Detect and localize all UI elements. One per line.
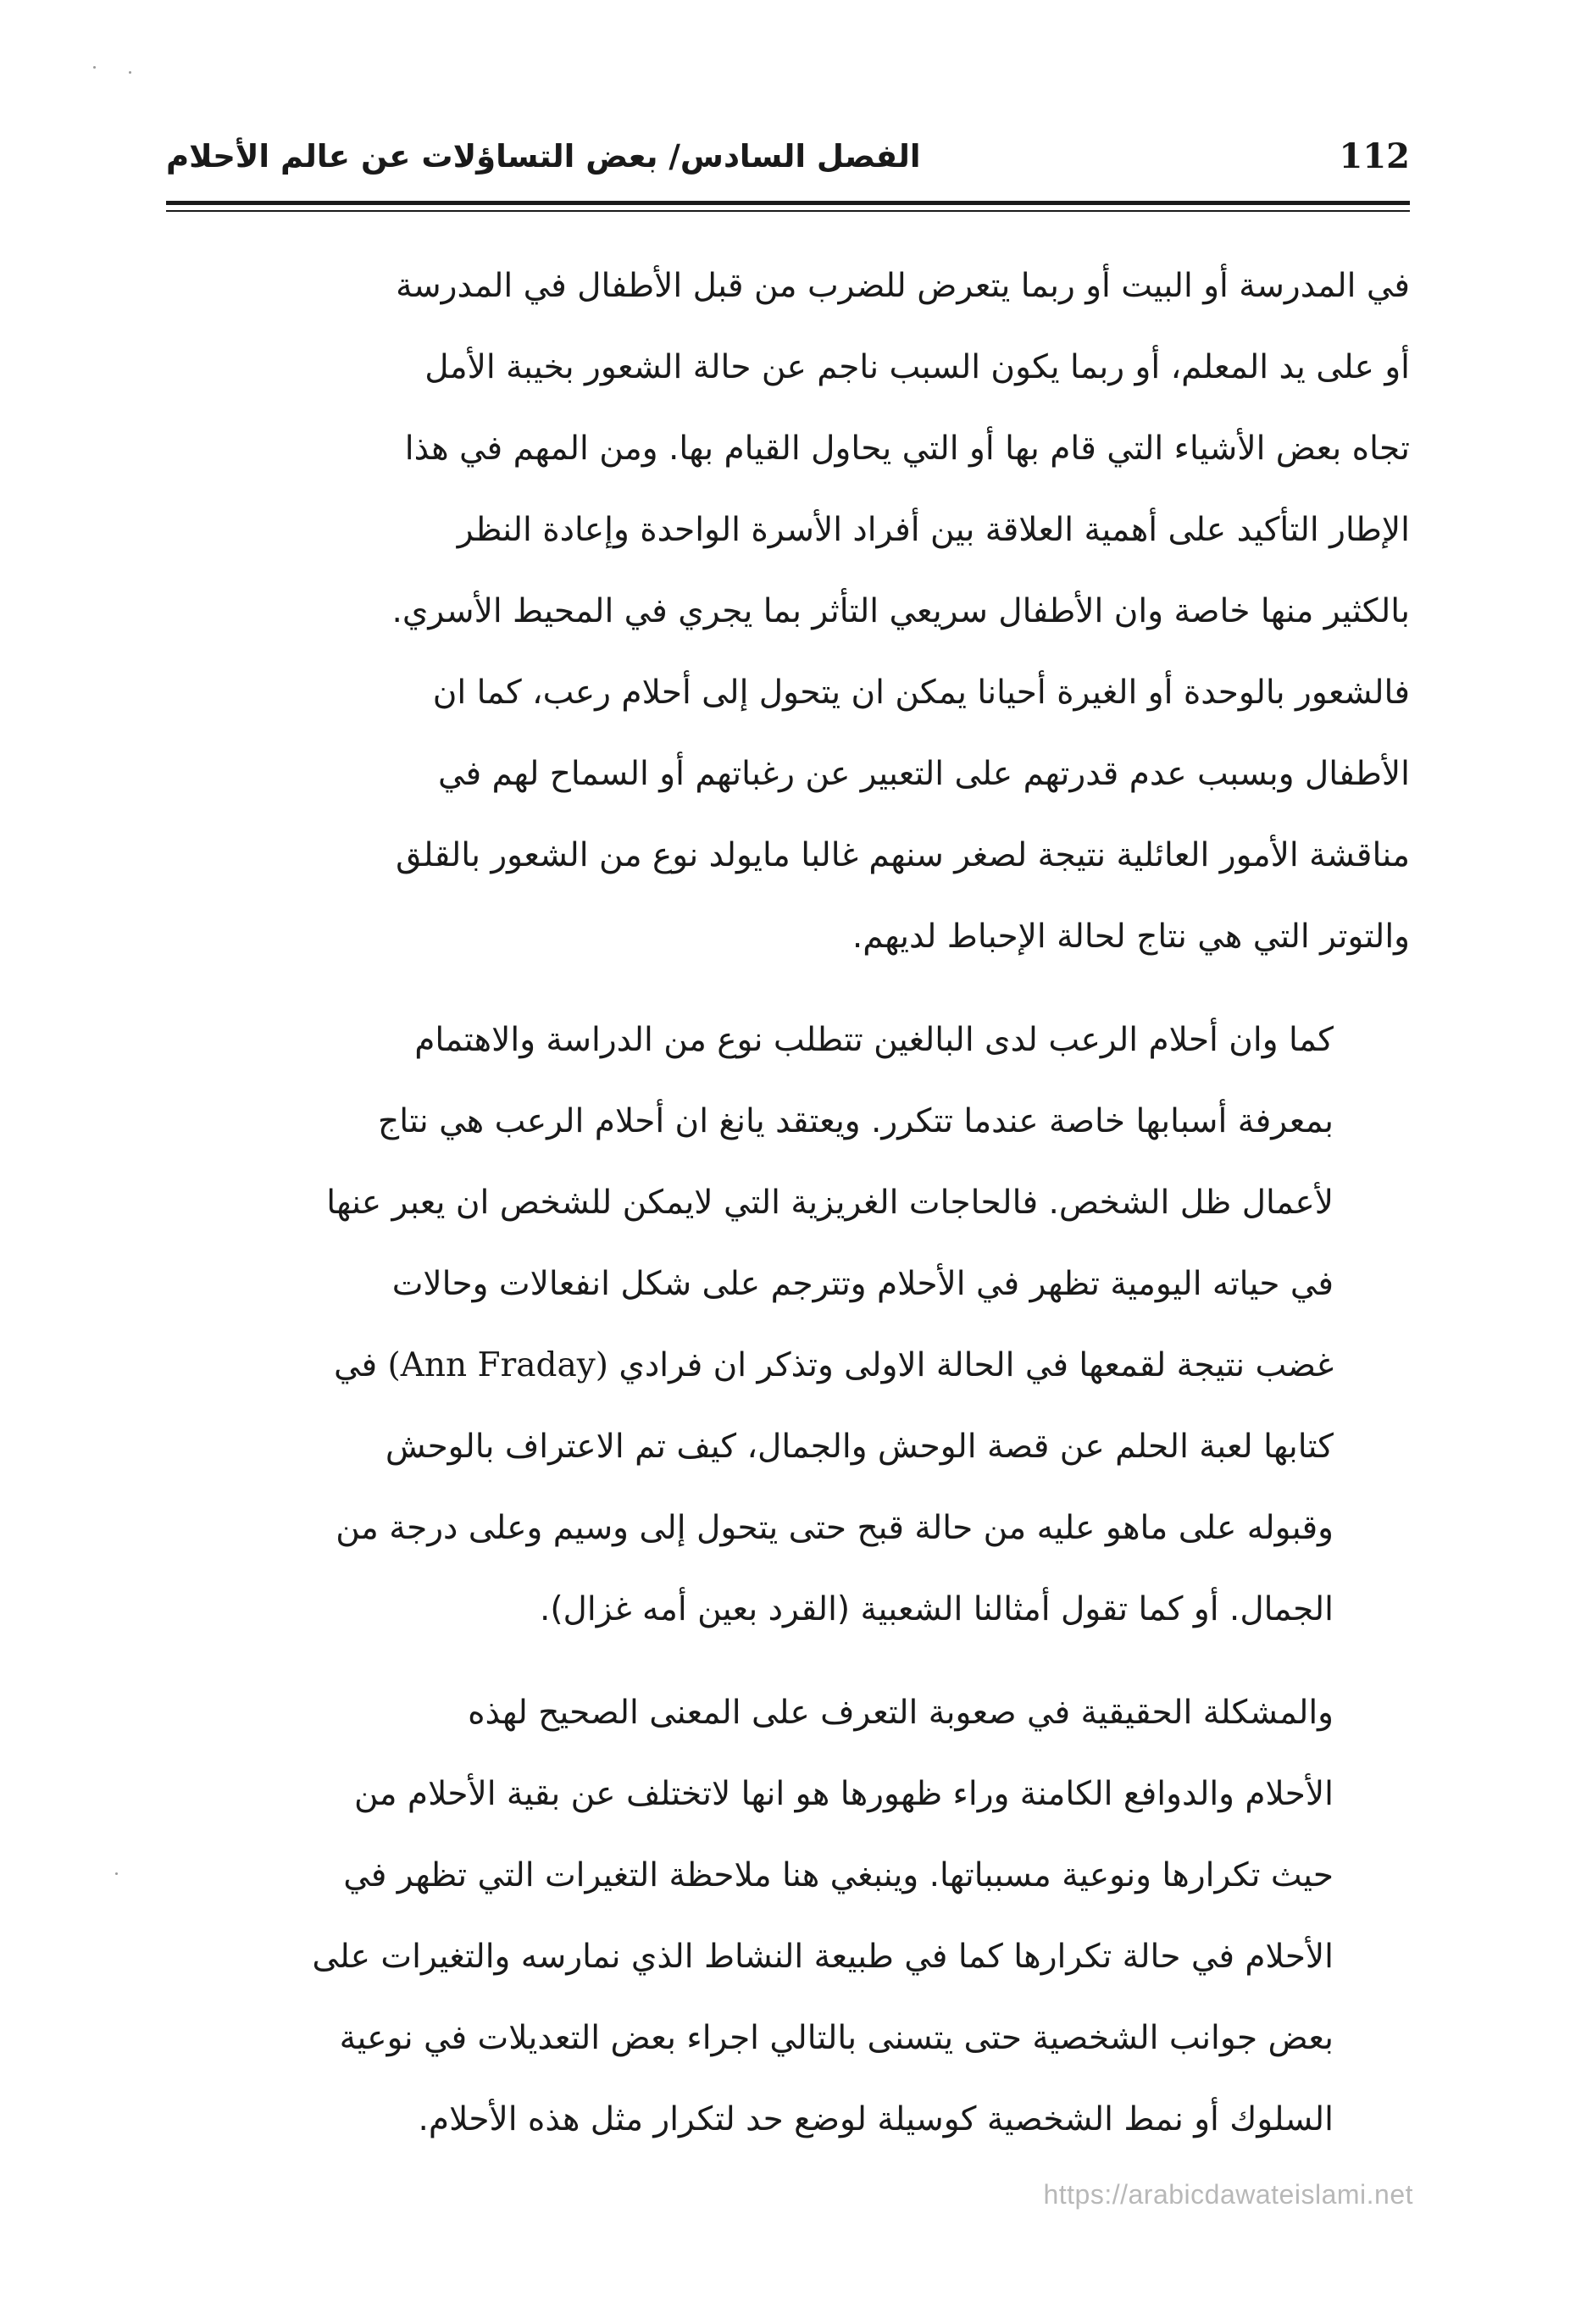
latin-author-name: (Ann Fraday)	[387, 1346, 608, 1384]
header-rule-thin	[166, 210, 1410, 212]
text-line: كما وان أحلام الرعب لدى البالغين تتطلب نوع من الدراسة والاهتمام	[414, 1021, 1334, 1059]
text-line: الأحلام في حالة تكرارها كما في طبيعة النشاط الذي نمارسه والتغيرات على	[312, 1938, 1334, 1976]
page-number: 112	[1339, 136, 1410, 176]
text-line: في المدرسة أو البيت أو ربما يتعرض للضرب من قبل الأطفال في المدرسة	[396, 267, 1410, 305]
text-line: والمشكلة الحقيقية في صعوبة التعرف على المعنى الصحيح لهذه	[468, 1694, 1334, 1732]
paragraph-3	[168, 1672, 1410, 2160]
text-line: الأطفال وبسبب عدم قدرتهم على التعبير عن رغباتهم أو السماح لهم في	[437, 755, 1410, 793]
text-line: بمعرفة أسبابها خاصة عندما تتكرر. ويعتقد يانغ ان أحلام الرعب هي نتاج	[378, 1102, 1334, 1140]
text-line-with-citation	[168, 1325, 1410, 1406]
text-fragment: غضب نتيجة لقمعها في الحالة الاولى وتذكر ان فرادي	[619, 1346, 1334, 1384]
text-line: في حياته اليومية تظهر في الأحلام وتترجم على شكل انفعالات وحالات	[391, 1265, 1334, 1303]
text-line: الإطار التأكيد على أهمية العلاقة بين أفراد الأسرة الواحدة وإعادة النظر	[457, 511, 1410, 549]
text-line: والتوتر التي هي نتاج لحالة الإحباط لديهم.	[852, 918, 1410, 956]
text-fragment: في	[333, 1346, 378, 1384]
text-line: أو على يد المعلم، أو ربما يكون السبب ناجم عن حالة الشعور بخيبة الأمل	[424, 348, 1410, 386]
text-line: لأعمال ظل الشخص. فالحاجات الغريزية التي لايمكن للشخص ان يعبر عنها	[326, 1184, 1334, 1222]
source-watermark: https://arabicdawateislami.net	[1043, 2179, 1413, 2210]
paragraph-2	[168, 1000, 1410, 1650]
text-line: الجمال. أو كما تقول أمثالنا الشعبية (القرد بعين أمه غزال).	[539, 1590, 1334, 1628]
header-rule-thick	[166, 201, 1410, 205]
text-line: كتابها لعبة الحلم عن قصة الوحش والجمال، كيف تم الاعتراف بالوحش	[385, 1428, 1334, 1466]
text-line: فالشعور بالوحدة أو الغيرة أحيانا يمكن ان يتحول إلى أحلام رعب، كما ان	[432, 674, 1410, 712]
text-line: السلوك أو نمط الشخصية كوسيلة لوضع حد لتكرار مثل هذه الأحلام.	[418, 2100, 1334, 2138]
text-line: الأحلام والدوافع الكامنة وراء ظهورها هو انها لاتختلف عن بقية الأحلام من	[353, 1775, 1334, 1813]
body-text	[168, 246, 1410, 2160]
scan-speck	[115, 1872, 118, 1875]
text-line: بعض جوانب الشخصية حتى يتسنى بالتالي اجراء بعض التعديلات في نوعية	[339, 2019, 1334, 2057]
running-title: الفصل السادس/ بعض التساؤلات عن عالم الأحلام	[166, 138, 921, 175]
scan-speck	[129, 71, 131, 74]
scan-speck	[93, 66, 96, 69]
text-line: وقبوله على ماهو عليه من حالة قبح حتى يتحول إلى وسيم وعلى درجة من	[336, 1509, 1334, 1547]
page-header	[166, 127, 1410, 203]
text-line: حيث تكرارها ونوعية مسبباتها. وينبغي هنا ملاحظة التغيرات التي تظهر في	[343, 1856, 1334, 1894]
paragraph-1	[168, 246, 1410, 978]
text-line: مناقشة الأمور العائلية نتيجة لصغر سنهم غالبا مايولد نوع من الشعور بالقلق	[396, 836, 1410, 874]
text-line: بالكثير منها خاصة وان الأطفال سريعي التأثر بما يجري في المحيط الأسري.	[391, 592, 1410, 630]
text-line: تجاه بعض الأشياء التي قام بها أو التي يحاول القيام بها. ومن المهم في هذا	[404, 430, 1410, 468]
